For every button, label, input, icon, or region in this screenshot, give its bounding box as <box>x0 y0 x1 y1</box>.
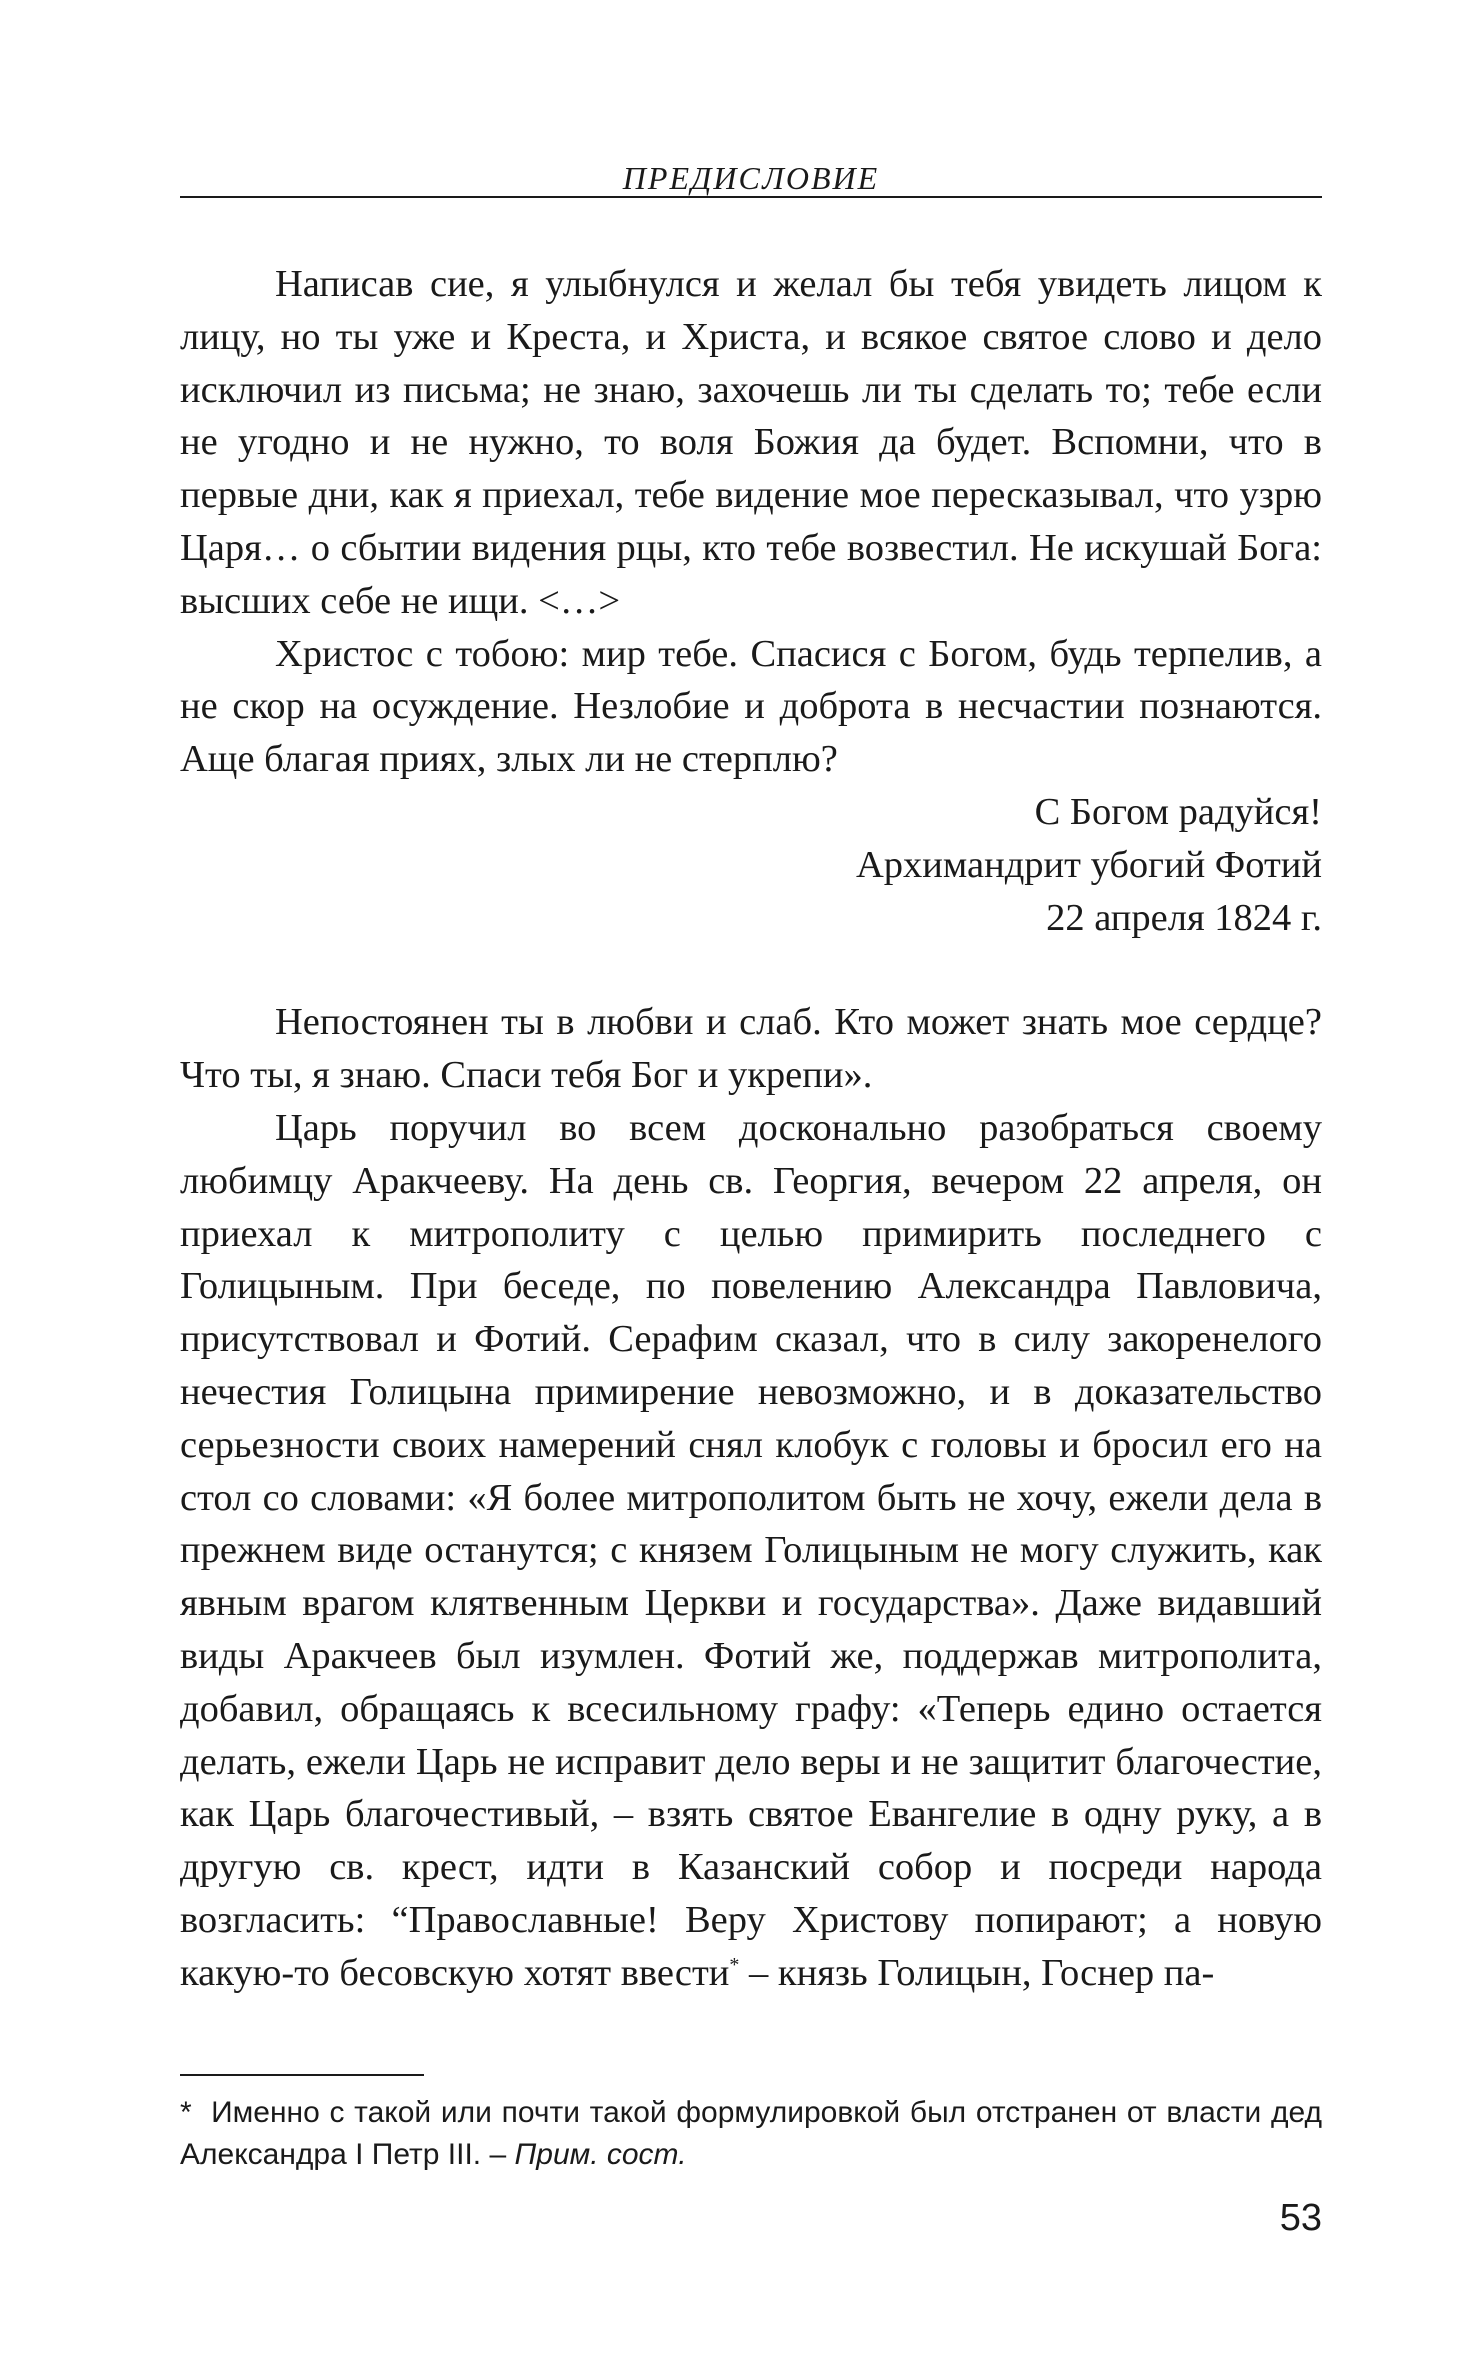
body-paragraph: Непостоянен ты в любви и слаб. Кто может знать мое сердце? Что ты, я знаю. Спаси тебя Бог и укрепи». <box>180 1001 1322 1097</box>
body-paragraph-continuation: – князь Голицын, Госнер па- <box>739 1951 1215 1994</box>
footnote <box>180 2092 1322 2176</box>
letter-paragraph: Написав сие, я улыбнулся и желал бы тебя увидеть лицом к лицу, но ты уже и Креста, и Христа, и всякое святое слово и дело исключил из письма; не знаю, захочешь ли ты сделать то; тебе если не угодно и не нужно, то воля Божия да будет. Вспомни, что в первые дни, как я приехал, тебе видение мое пересказывал, что узрю Царя… о сбытии видения рцы, кто тебе возвестил. Не искушай Бога: высших себе не ищи. <…> <box>180 263 1322 622</box>
footnote-rule <box>180 2074 424 2076</box>
footnote-editor-note: Прим. сост. <box>514 2138 687 2171</box>
header-rule <box>180 196 1322 198</box>
letter-signature: Архимандрит убогий Фотий <box>856 843 1322 886</box>
footnote-marker: * <box>180 2096 192 2129</box>
letter-closing: С Богом радуйся! <box>1034 790 1322 833</box>
letter-date: 22 апреля 1824 г. <box>1046 896 1322 939</box>
footnote-reference[interactable]: * <box>729 1953 740 1976</box>
footnote-text: Именно с такой или почти такой формулировкой был отстранен от власти дед Александра I Петр III. – <box>180 2096 1323 2171</box>
page-number: 53 <box>1279 2197 1322 2239</box>
page-body <box>180 258 1322 2000</box>
letter-paragraph: Христос с тобою: мир тебе. Спасися с Богом, будь терпелив, а не скор на осуждение. Незлобие и доброта в несчастии познаются. Аще благая приях, злых ли не стерплю? <box>180 632 1322 781</box>
running-header: ПРЕДИСЛОВИЕ <box>622 160 880 196</box>
body-paragraph <box>180 1102 1322 2000</box>
body-paragraph-text: Царь поручил во всем досконально разобраться своему любимцу Аракчееву. На день св. Георгия, вечером 22 апреля, он приехал к митрополиту с целью примирить последнего с Голицыным. При беседе, по повелению Александра Павловича, присутствовал и Фотий. Серафим сказал, что в силу закоренелого нечестия Голицына примирение невозможно, и в доказательство серьезности своих намерений снял клобук с головы и бросил его на стол со словами: «Я более митрополитом быть не хочу, ежели дела в прежнем виде останутся; с князем Голицыным не могу служить, как явным врагом клятвенным Церкви и государства». Даже видавший виды Аракчеев был изумлен. Фотий же, поддержав митрополита, добавил, обращаясь к всесильному графу: «Теперь едино остается делать, ежели Царь не исправит дело веры и не защитит благочестие, как Царь благочестивый, – взять святое Евангелие в одну руку, а в другую св. крест, идти в Казанский собор и посреди народа возгласить: “Православные! Веру Христову попирают; а новую какую-то бесовскую хотят ввести <box>180 1106 1322 1994</box>
